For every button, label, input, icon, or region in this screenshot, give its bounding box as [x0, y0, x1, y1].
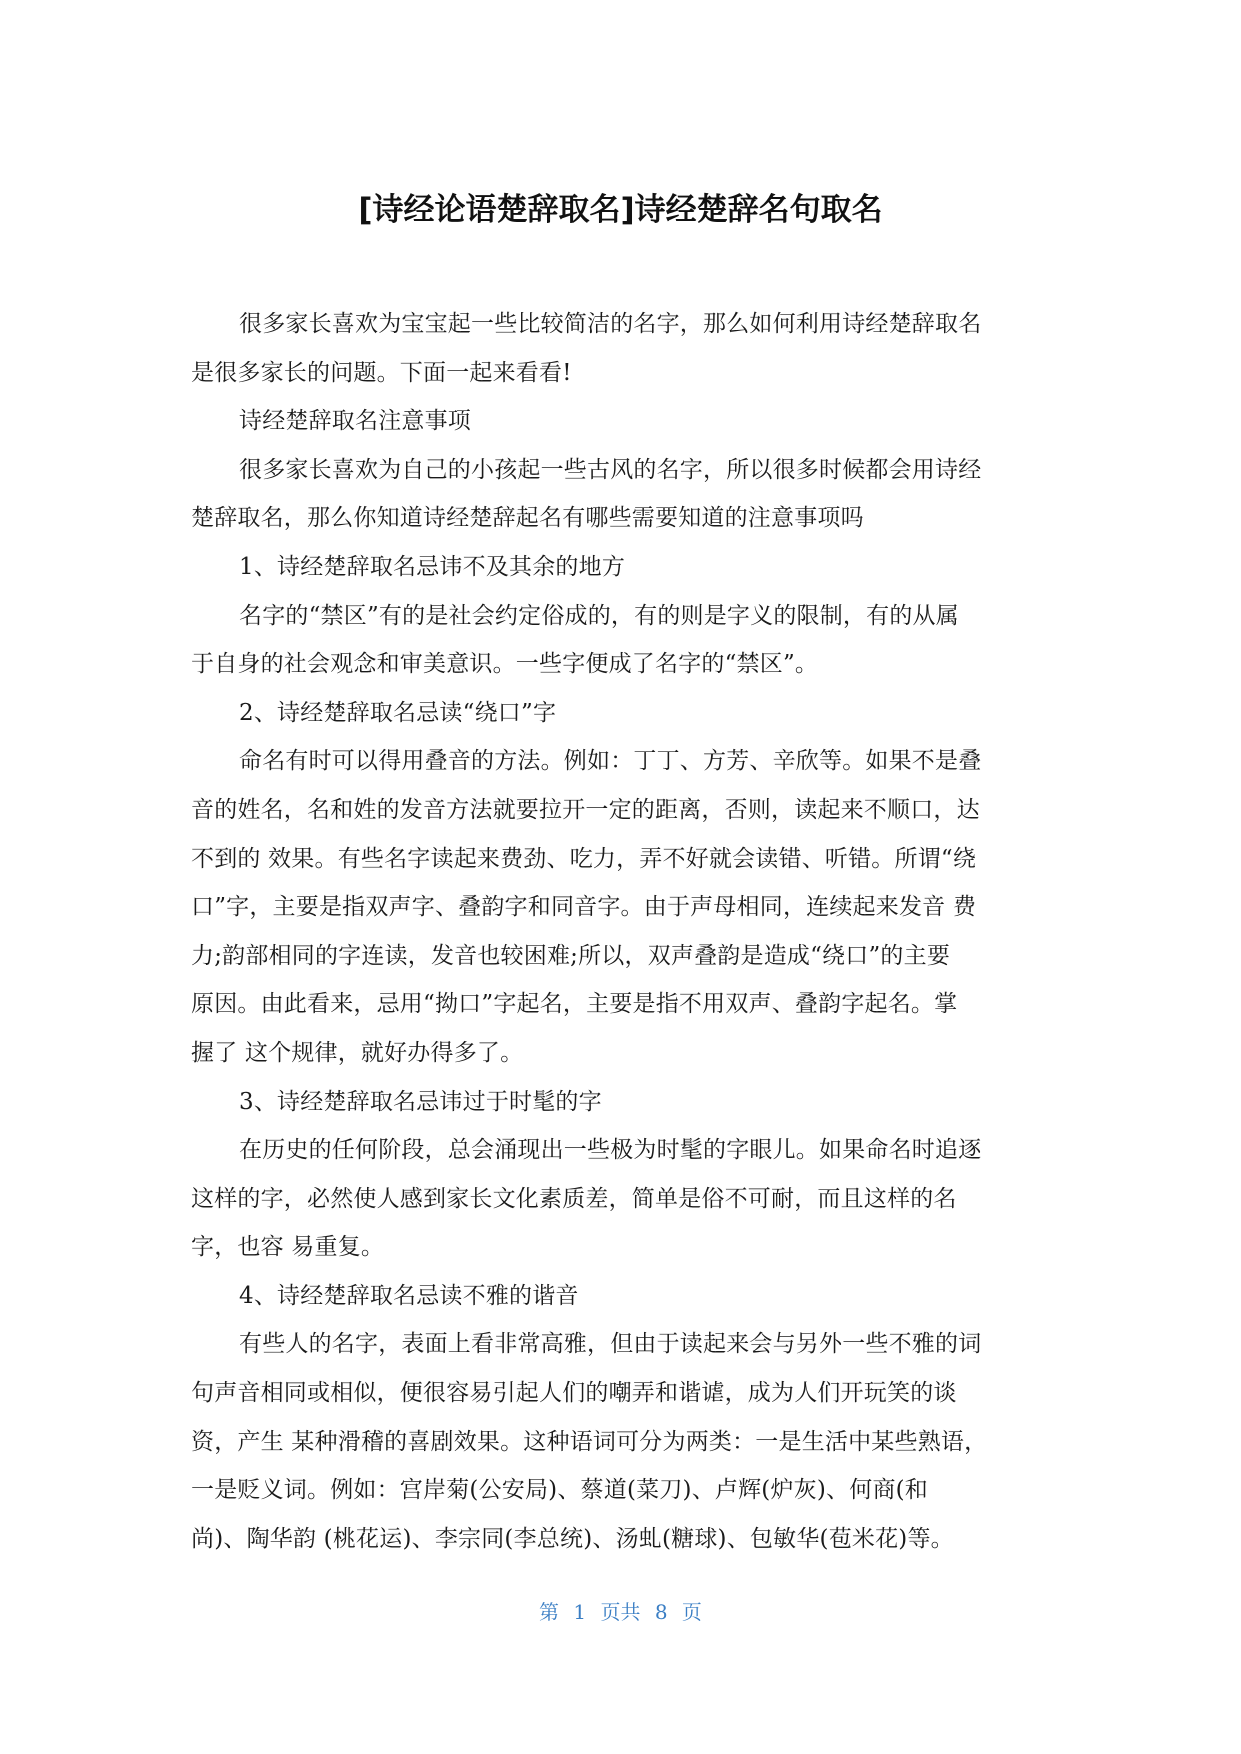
item-heading-3: 3、诗经楚辞取名忌讳过于时髦的字 — [239, 1088, 602, 1115]
paragraph-3-line-1: 在历史的任何阶段，总会涌现出一些极为时髦的字眼儿。如果命名时追逐 — [239, 1137, 982, 1164]
paragraph-4-line-5: 尚)、陶华韵 (桃花运)、李宗同(李总统)、汤虬(糖球)、包敏华(苞米花)等。 — [191, 1525, 954, 1552]
paragraph-4-line-3: 资，产生 某种滑稽的喜剧效果。这种语词可分为两类：一是生活中某些熟语， — [191, 1428, 988, 1455]
paragraph-2-line-4: 口”字，主要是指双声字、叠韵字和同音字。由于声母相同，连续起来发音 费 — [191, 894, 977, 921]
paragraph-2-line-2: 音的姓名，名和姓的发音方法就要拉开一定的距离，否则，读起来不顺口，达 — [191, 796, 980, 823]
paragraph-2-line-5: 力;韵部相同的字连读，发音也较困难;所以，双声叠韵是造成“绕口”的主要 — [191, 942, 951, 969]
paragraph-3-line-3: 字，也容 易重复。 — [191, 1234, 385, 1261]
item-heading-4: 4、诗经楚辞取名忌读不雅的谐音 — [239, 1282, 579, 1309]
paragraph-4-line-1: 有些人的名字，表面上看非常高雅，但由于读起来会与另外一些不雅的词 — [239, 1331, 982, 1358]
paragraph-2-line-3: 不到的 效果。有些名字读起来费劲、吃力，弄不好就会读错、听错。所谓“绕 — [191, 845, 977, 872]
paragraph-3-line-2: 这样的字，必然使人感到家长文化素质差，简单是俗不可耐，而且这样的名 — [191, 1185, 957, 1212]
paragraph-intro-line-2: 是很多家长的问题。下面一起来看看! — [191, 359, 572, 386]
paragraph-2-line-6: 原因。由此看来，忌用“拗口”字起名，主要是指不用双声、叠韵字起名。掌 — [191, 991, 958, 1018]
paragraph-intro-line-1: 很多家长喜欢为宝宝起一些比较简洁的名字，那么如何利用诗经楚辞取名 — [239, 311, 982, 337]
document-title: [诗经论语楚辞取名]诗经楚辞名句取名 — [358, 192, 883, 228]
page-number: 第 1 页共 8 页 — [539, 1600, 702, 1624]
section-heading-notes: 诗经楚辞取名注意事项 — [239, 408, 471, 435]
item-heading-2: 2、诗经楚辞取名忌读“绕口”字 — [239, 699, 557, 726]
paragraph-2-line-7: 握了 这个规律，就好办得多了。 — [191, 1039, 524, 1066]
paragraph-4-line-2: 句声音相同或相似，便很容易引起人们的嘲弄和谐谑，成为人们开玩笑的谈 — [191, 1380, 957, 1407]
paragraph-1-line-1: 名字的“禁区”有的是社会约定俗成的，有的则是字义的限制，有的从属 — [239, 602, 959, 629]
paragraph-2-line-1: 命名有时可以得用叠音的方法。例如：丁丁、方芳、辛欣等。如果不是叠 — [239, 748, 982, 775]
paragraph-notes-line-2: 楚辞取名，那么你知道诗经楚辞起名有哪些需要知道的注意事项吗 — [191, 505, 864, 532]
document-body — [191, 300, 1049, 1563]
paragraph-notes-line-1: 很多家长喜欢为自己的小孩起一些古风的名字，所以很多时候都会用诗经 — [239, 456, 982, 483]
item-heading-1: 1、诗经楚辞取名忌讳不及其余的地方 — [239, 553, 626, 580]
paragraph-4-line-4: 一是贬义词。例如：宫岸菊(公安局)、蔡道(菜刀)、卢辉(炉灰)、何商(和 — [191, 1477, 929, 1504]
paragraph-1-line-2: 于自身的社会观念和审美意识。一些字便成了名字的“禁区”。 — [191, 651, 819, 678]
